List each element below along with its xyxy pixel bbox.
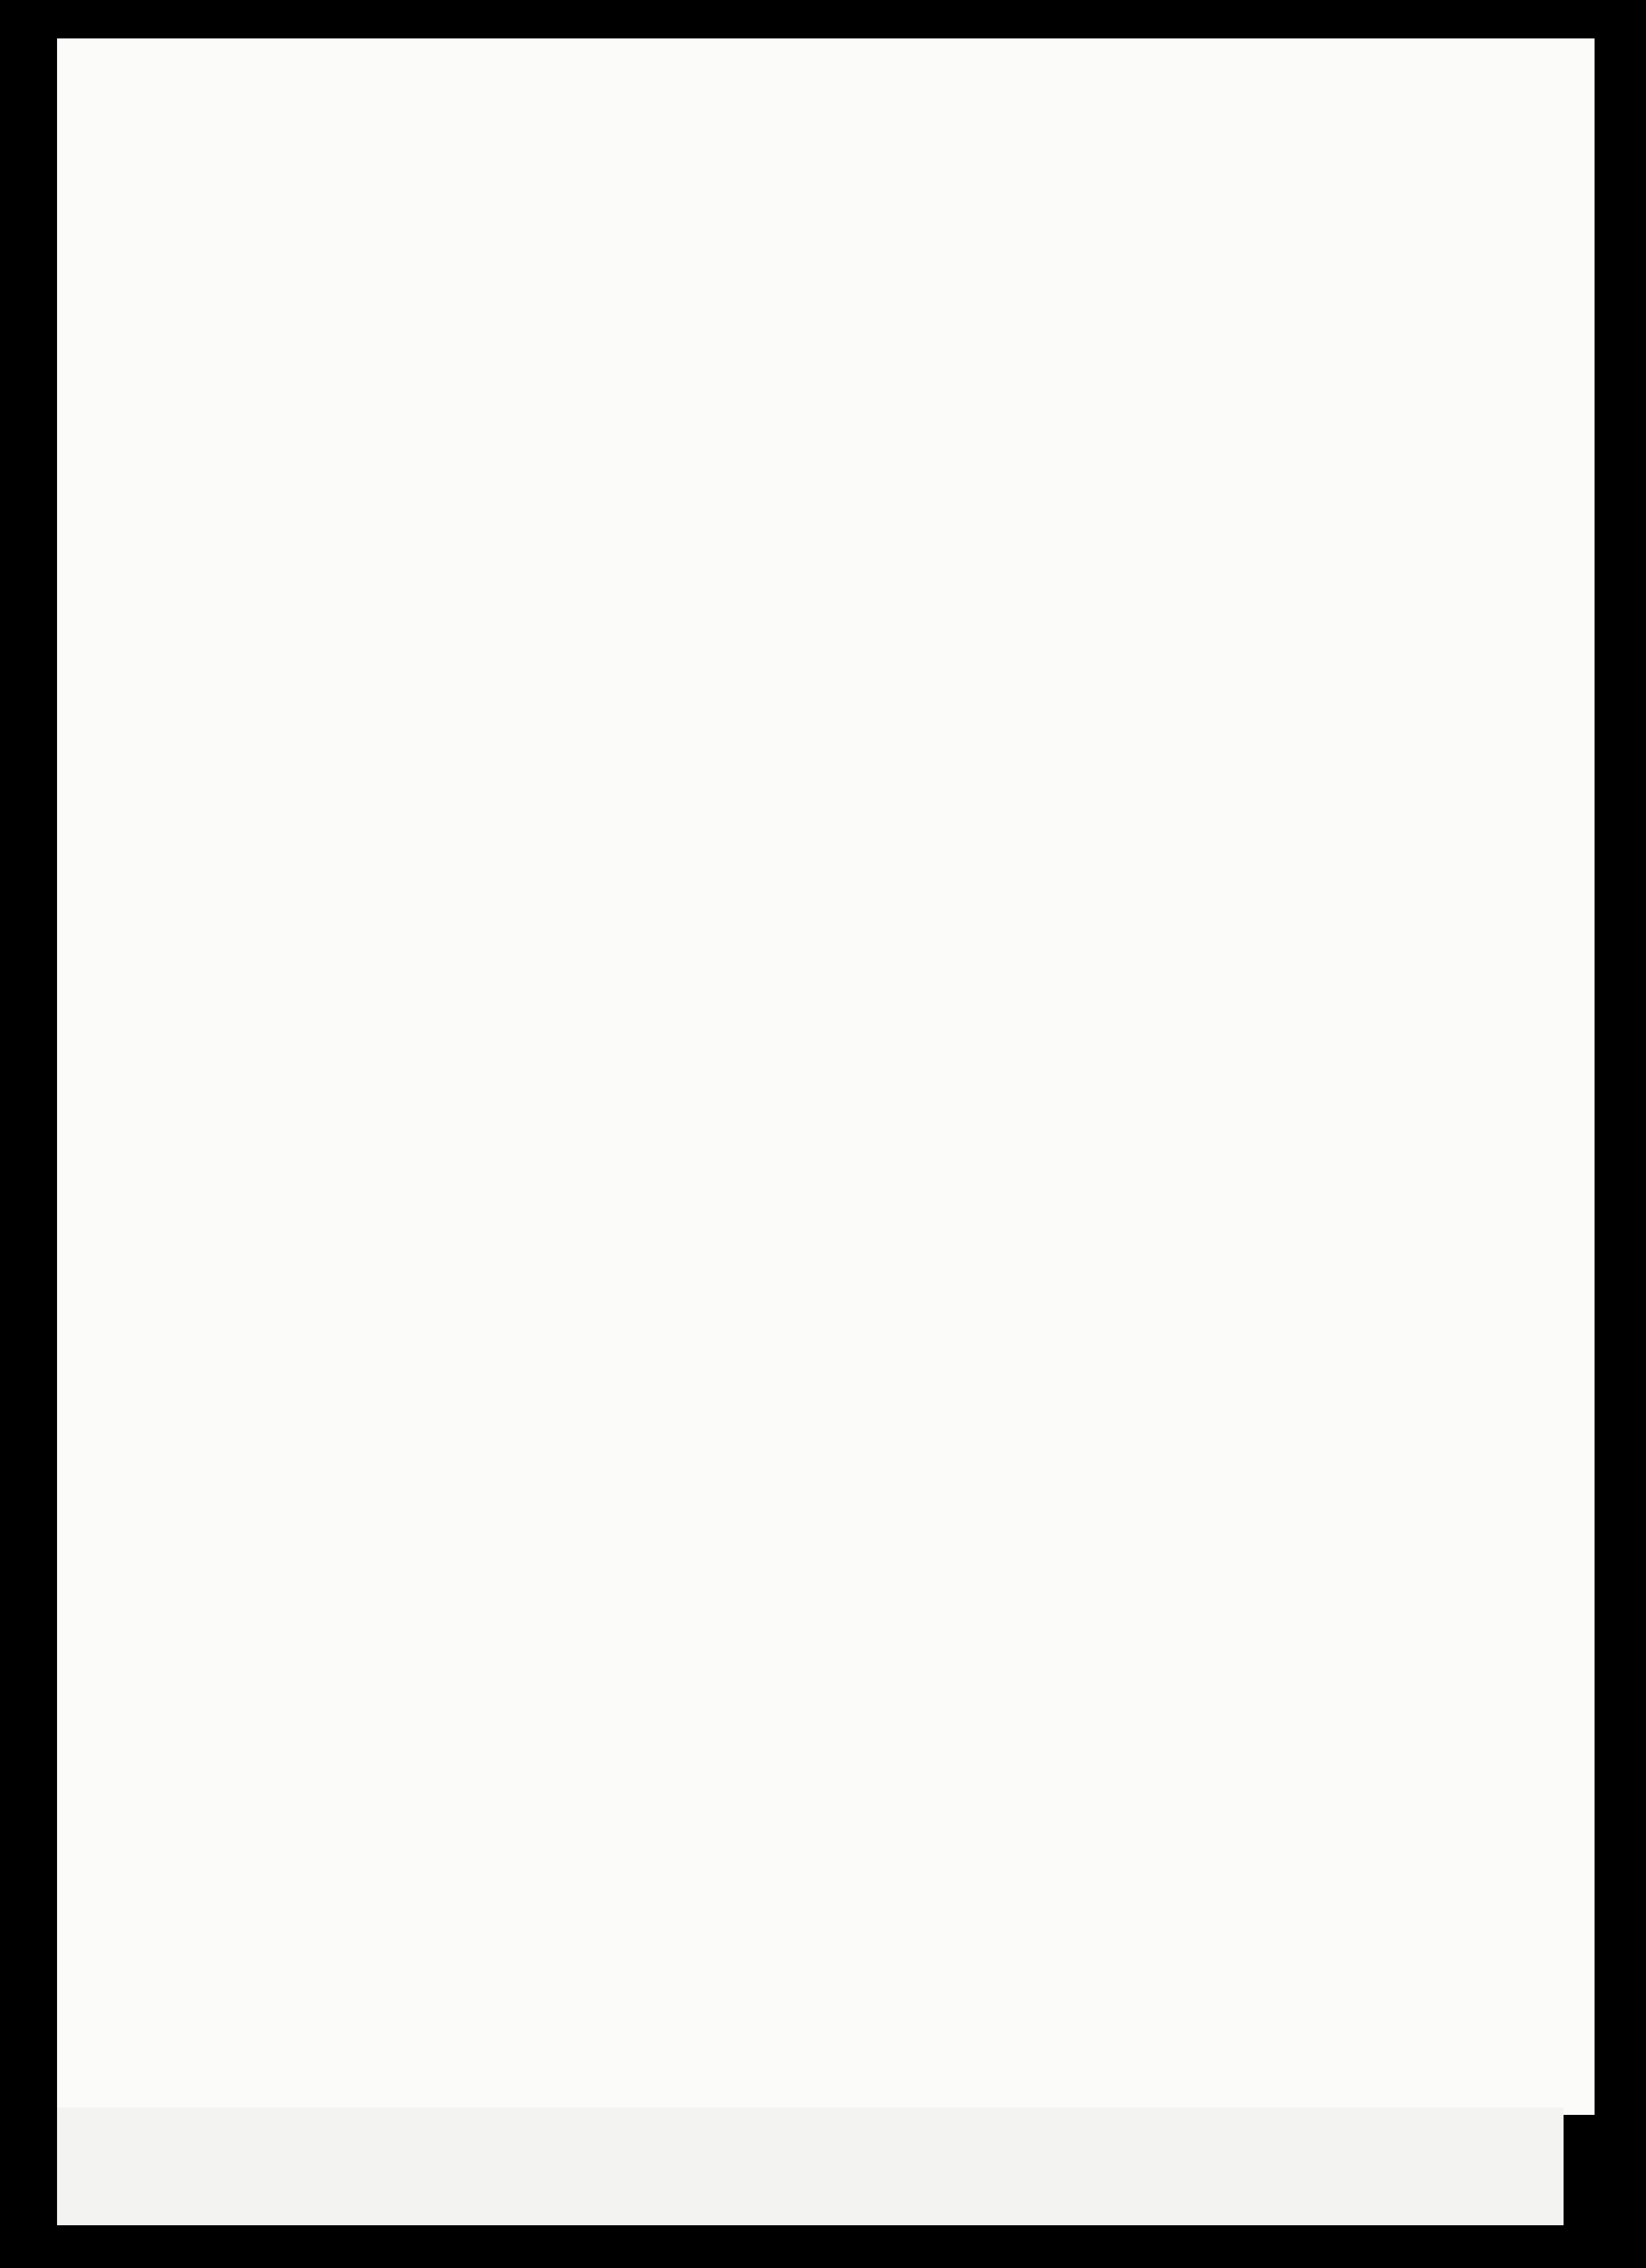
figure2-female-controls-chart bbox=[818, 1419, 1438, 1853]
figure2-female-stroke-chart bbox=[818, 992, 1438, 1388]
figure1-male-stroke-chart bbox=[186, 1054, 806, 1413]
page-bottom-margin bbox=[57, 2107, 1564, 2225]
figure1-male-controls-chart bbox=[186, 1432, 806, 1853]
